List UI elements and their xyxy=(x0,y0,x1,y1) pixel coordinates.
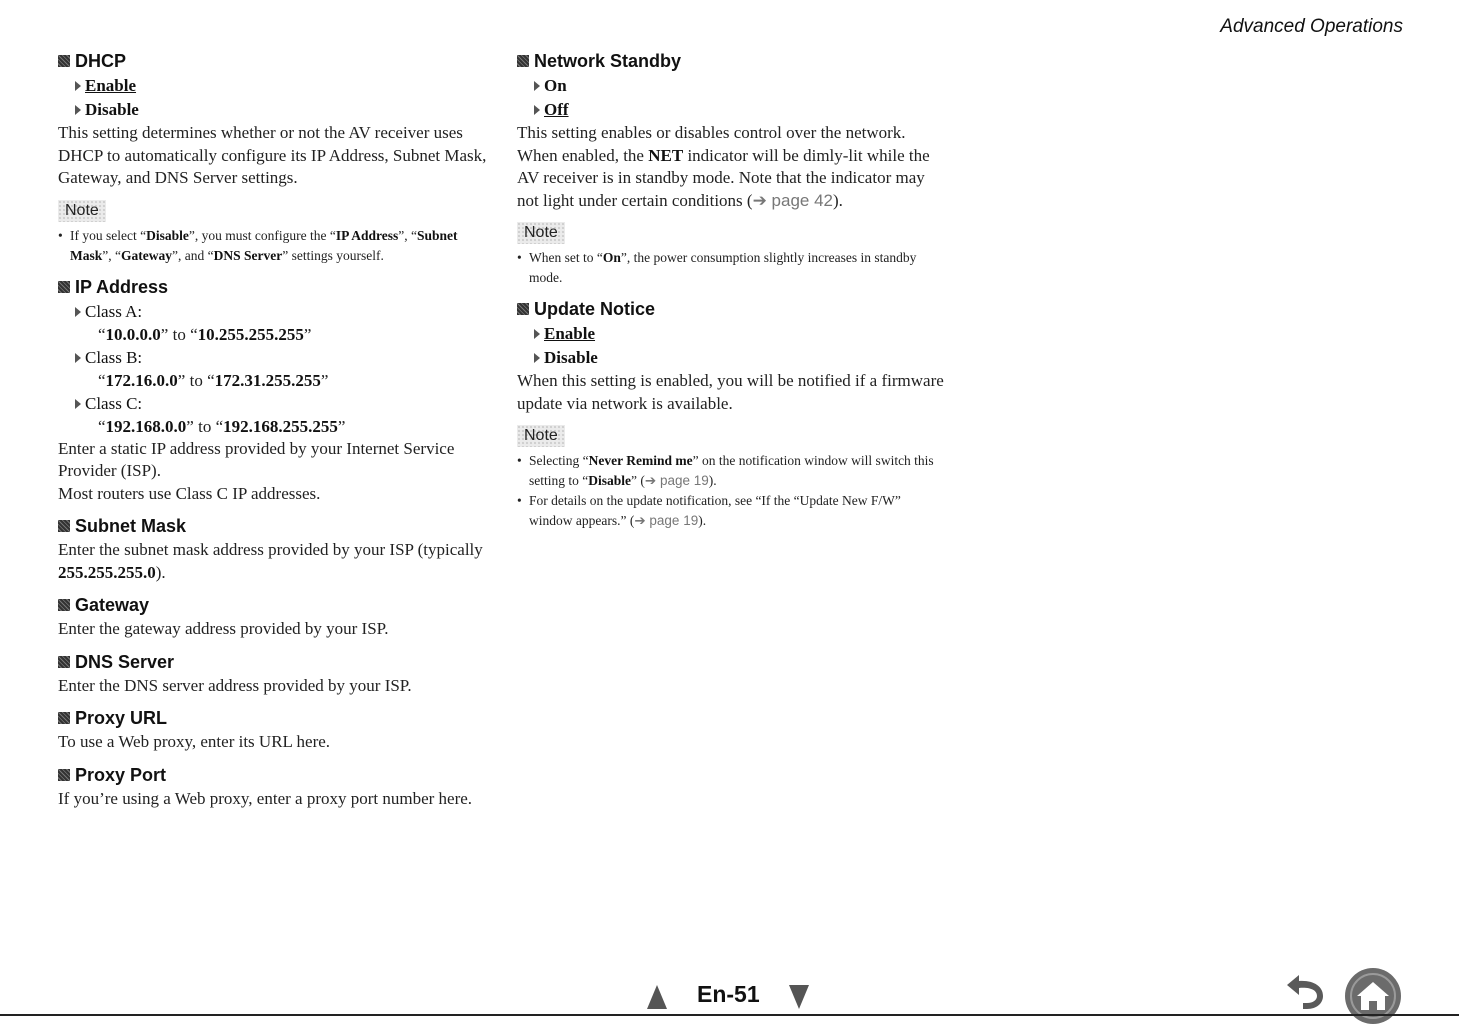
square-bullet-icon xyxy=(58,55,70,67)
triangle-right-icon xyxy=(534,329,540,339)
footer xyxy=(0,976,1459,1016)
note-item: • Selecting “Never Remind me” on the notification window will switch this setting to “Disable” (➔ page 19). xyxy=(517,451,947,491)
option-disable: Disable xyxy=(534,346,947,370)
square-bullet-icon xyxy=(58,769,70,781)
home-icon[interactable] xyxy=(1343,966,1403,1026)
proxy-port-description: If you’re using a Web proxy, enter a proxy port number here. xyxy=(58,788,473,808)
option-enable: Enable xyxy=(534,322,947,346)
ip-address-heading: IP Address xyxy=(58,274,488,300)
back-arrow-icon[interactable] xyxy=(1281,971,1329,1011)
footer-rule xyxy=(0,1014,1459,1016)
triangle-right-icon xyxy=(75,307,81,317)
update-notice-heading: Update Notice xyxy=(517,296,947,322)
class-c-label: Class C: xyxy=(75,392,488,416)
dhcp-heading: DHCP xyxy=(58,48,488,74)
dhcp-section xyxy=(58,48,488,266)
note-list xyxy=(517,451,947,531)
triangle-right-icon xyxy=(534,105,540,115)
dns-server-section xyxy=(58,649,488,698)
proxy-url-description: To use a Web proxy, enter its URL here. xyxy=(58,732,331,751)
square-bullet-icon xyxy=(58,599,70,611)
note-badge: Note xyxy=(58,200,106,222)
page-reference-link[interactable]: ➔ page 42 xyxy=(752,190,834,210)
class-b-label: Class B: xyxy=(75,346,488,370)
square-bullet-icon xyxy=(58,656,70,668)
class-b-range: “172.16.0.0” to “172.31.255.255” xyxy=(98,370,329,390)
ip-description-2: Most routers use Class C IP addresses. xyxy=(58,483,321,503)
triangle-right-icon xyxy=(75,81,81,91)
triangle-right-icon xyxy=(75,399,81,409)
note-item: • If you select “Disable”, you must configure the “IP Address”, “Subnet Mask”, “Gateway”, and “DNS Server” settings yourself. xyxy=(58,226,488,266)
note-item: • When set to “On”, the power consumption slightly increases in standby mode. xyxy=(517,248,947,288)
square-bullet-icon xyxy=(517,303,529,315)
triangle-right-icon xyxy=(75,105,81,115)
triangle-right-icon xyxy=(534,81,540,91)
update-notice-section xyxy=(517,296,947,531)
proxy-url-heading: Proxy URL xyxy=(58,705,488,731)
proxy-port-section xyxy=(58,762,488,811)
network-standby-description: This setting enables or disables control over the network. When enabled, the NET indicator will be dimly-lit while the AV receiver is in standby mode. Note that the indicator may not light under certain conditions (➔ page 42). xyxy=(517,123,930,210)
update-notice-description: When this setting is enabled, you will be notified if a firmware update via network is available. xyxy=(517,371,944,413)
class-c-range: “192.168.0.0” to “192.168.255.255” xyxy=(98,416,346,436)
ip-address-section xyxy=(58,274,488,506)
triangle-right-icon xyxy=(75,353,81,363)
triangle-up-icon[interactable] xyxy=(647,985,667,1009)
square-bullet-icon xyxy=(58,281,70,293)
option-off: Off xyxy=(534,98,947,122)
square-bullet-icon xyxy=(58,712,70,724)
dns-server-description: Enter the DNS server address provided by your ISP. xyxy=(58,675,412,695)
gateway-section xyxy=(58,592,488,641)
class-a-range: “10.0.0.0” to “10.255.255.255” xyxy=(98,324,312,344)
subnet-mask-description: Enter the subnet mask address provided by your ISP (typically 255.255.255.0). xyxy=(58,540,483,582)
triangle-down-icon[interactable] xyxy=(789,985,809,1009)
note-badge: Note xyxy=(517,222,565,244)
note-item: • For details on the update notification, see “If the “Update New F/W” window appears.” (➔ page 19). xyxy=(517,491,947,531)
subnet-mask-section xyxy=(58,513,488,584)
gateway-description: Enter the gateway address provided by your ISP. xyxy=(58,619,389,638)
page-reference-link[interactable]: ➔ page 19 xyxy=(644,473,709,488)
triangle-right-icon xyxy=(534,353,540,363)
option-on: On xyxy=(534,74,947,98)
gateway-heading: Gateway xyxy=(58,592,488,618)
note-list xyxy=(58,226,488,266)
left-column xyxy=(58,48,488,818)
class-a-label: Class A: xyxy=(75,300,488,324)
subnet-mask-heading: Subnet Mask xyxy=(58,513,488,539)
option-disable: Disable xyxy=(75,98,488,122)
page-number: En-51 xyxy=(697,981,760,1007)
square-bullet-icon xyxy=(517,55,529,67)
ip-description-1: Enter a static IP address provided by your Internet Service Provider (ISP). xyxy=(58,438,455,480)
square-bullet-icon xyxy=(58,520,70,532)
right-column xyxy=(517,48,947,539)
header-title: Advanced Operations xyxy=(1220,16,1403,37)
network-standby-section xyxy=(517,48,947,288)
proxy-url-section xyxy=(58,705,488,754)
option-enable: Enable xyxy=(75,74,488,98)
note-list xyxy=(517,248,947,288)
proxy-port-heading: Proxy Port xyxy=(58,762,488,788)
dns-server-heading: DNS Server xyxy=(58,649,488,675)
page-reference-link[interactable]: ➔ page 19 xyxy=(634,513,699,528)
network-standby-heading: Network Standby xyxy=(517,48,947,74)
dhcp-description: This setting determines whether or not the AV receiver uses DHCP to automatically configure its IP Address, Subnet Mask, Gateway, and DNS Server settings. xyxy=(58,123,487,187)
note-badge: Note xyxy=(517,425,565,447)
